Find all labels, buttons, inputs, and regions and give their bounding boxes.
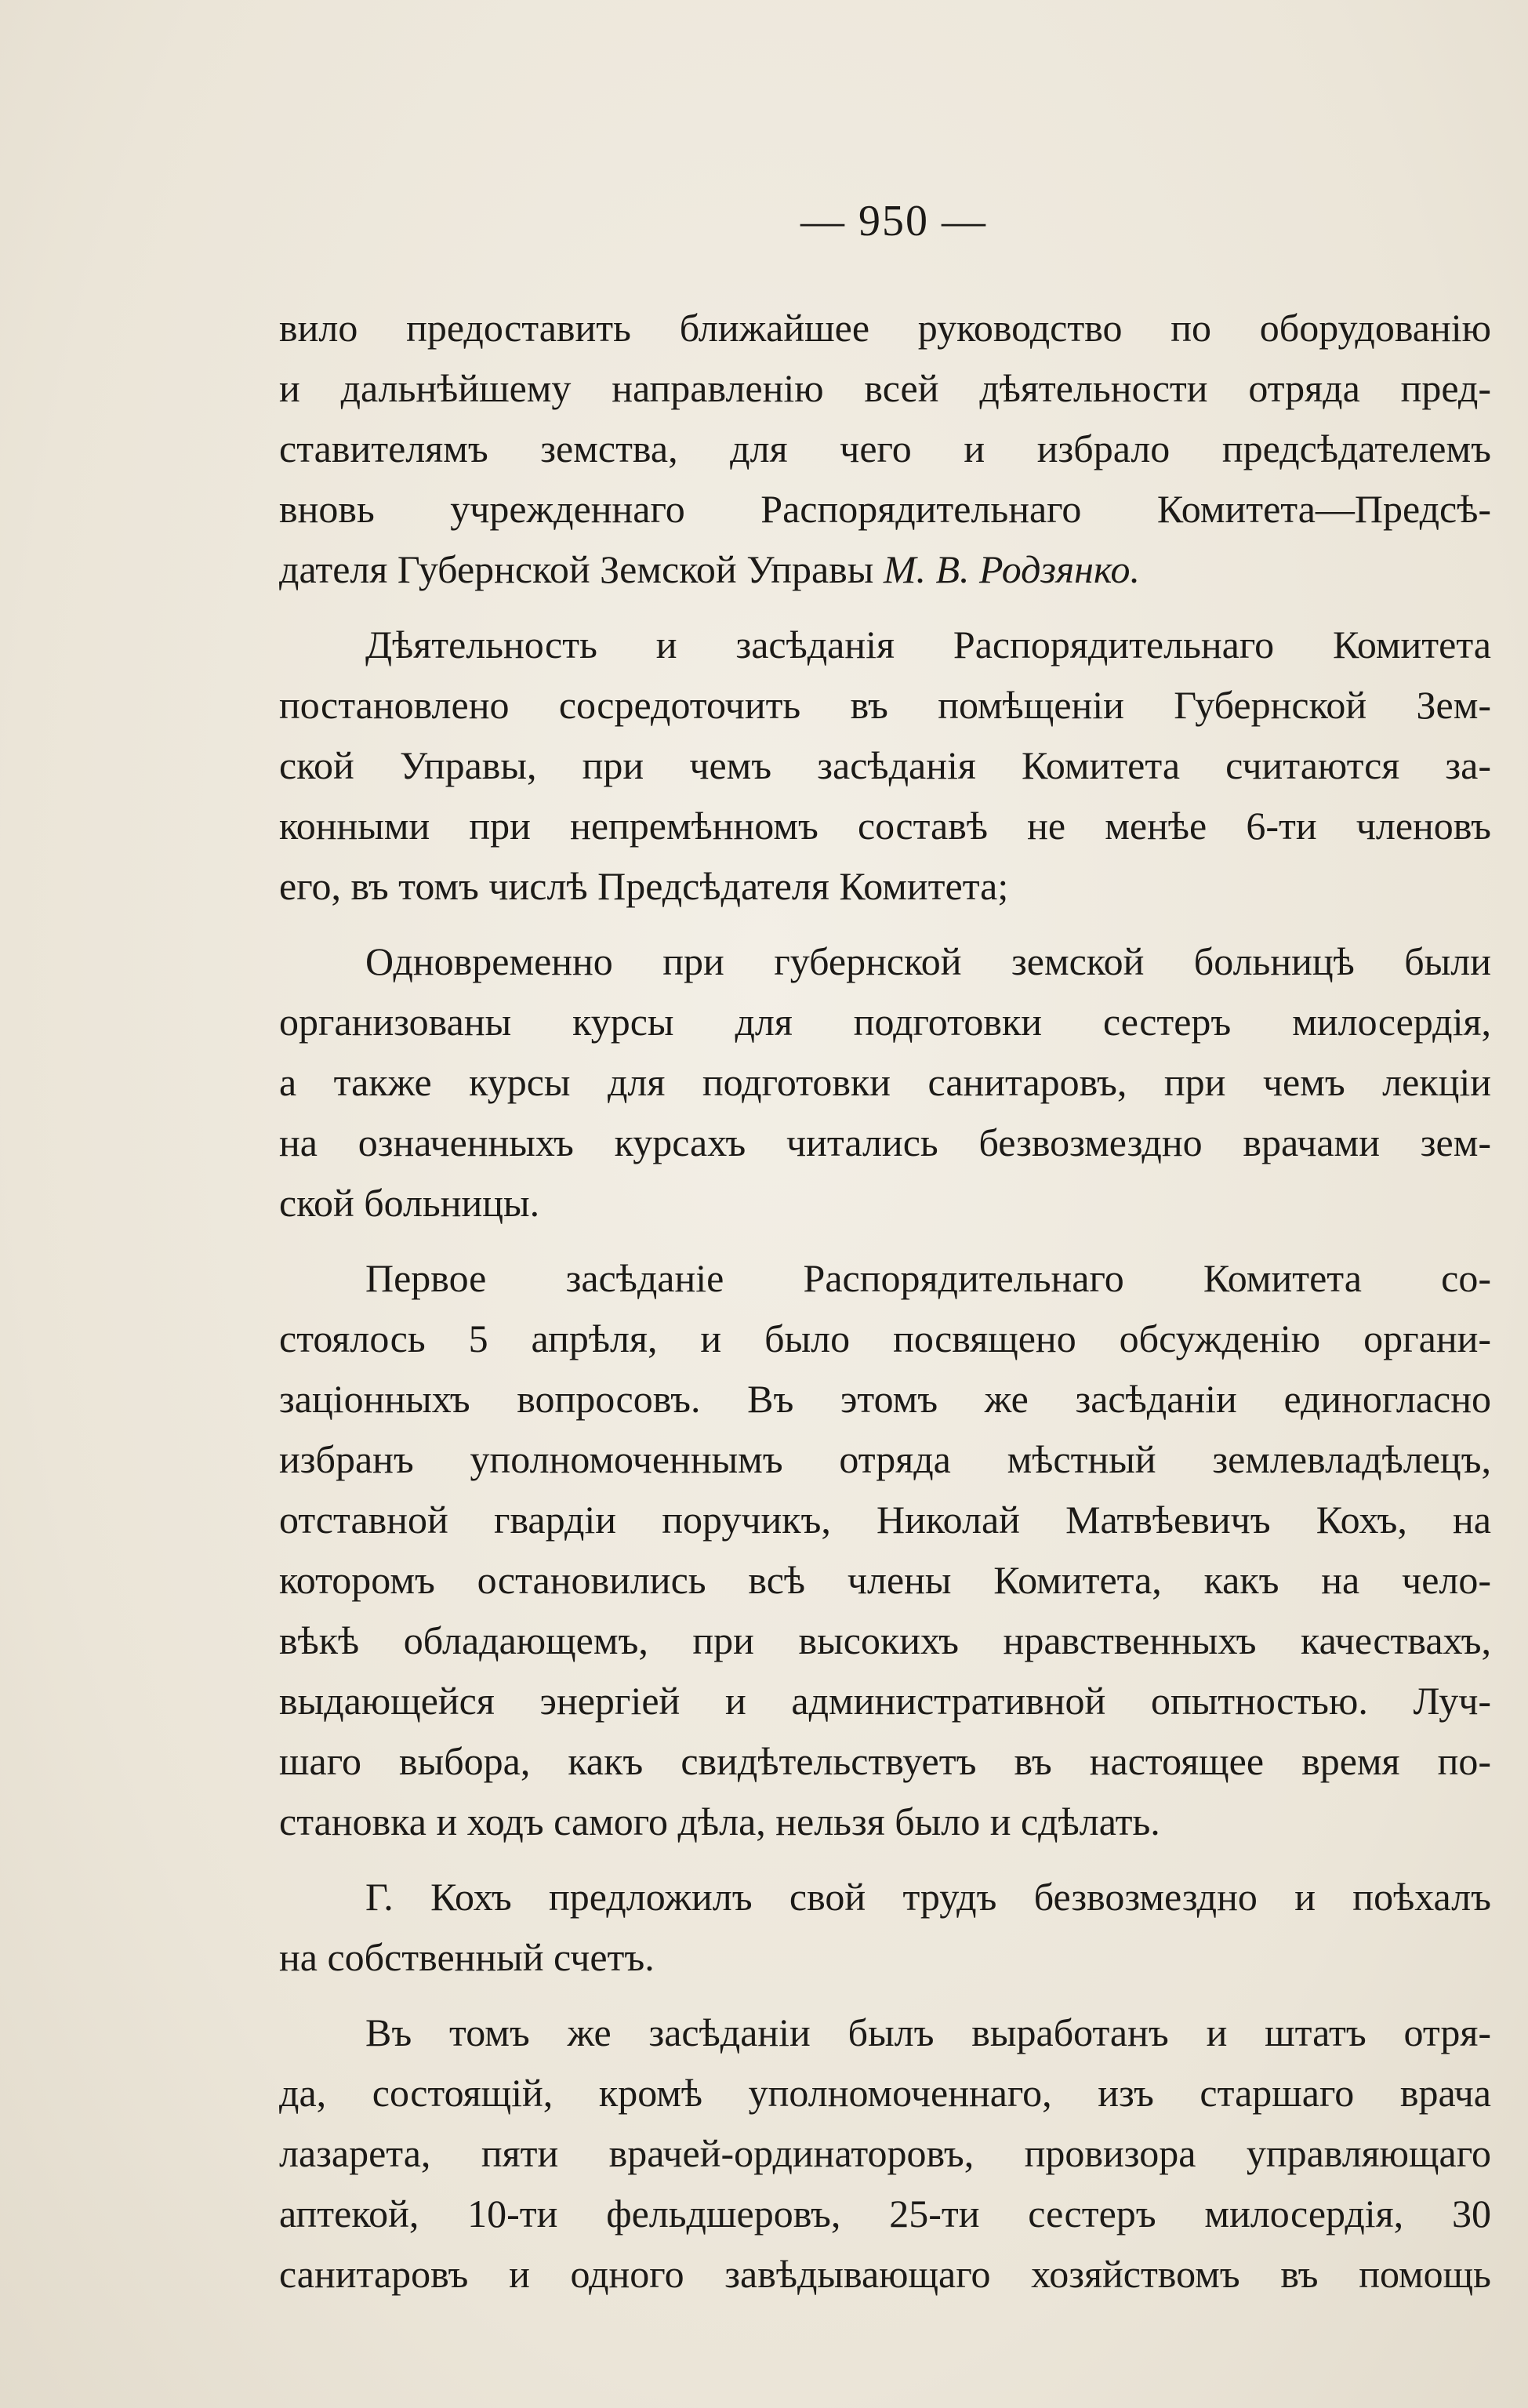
line-text: вило предоставить ближайшее руководство по оборудованію (279, 306, 1491, 350)
text-line (279, 1248, 1491, 1309)
line-text: а также курсы для подготовки санитаровъ, при чемъ лекціи (279, 1060, 1491, 1104)
text-line (279, 1792, 1491, 1852)
text-line (279, 615, 1491, 675)
paragraph (279, 1867, 1491, 1988)
paragraph-gap (279, 1233, 1491, 1248)
line-text: вновь учрежденнаго Распорядительнаго Комитета—Предсѣ- (279, 487, 1491, 531)
line-text: организованы курсы для подготовки сестеръ милосердія, (279, 1000, 1491, 1044)
text-line (279, 1611, 1491, 1671)
text-line (279, 1731, 1491, 1792)
line-text: аптекой, 10-ти фельдшеровъ, 25-ти сестеръ милосердія, 30 (279, 2192, 1491, 2235)
line-text: постановлено сосредоточить въ помѣщеніи Губернской Зем- (279, 683, 1491, 727)
text-line (279, 1671, 1491, 1731)
line-text: которомъ остановились всѣ члены Комитета, какъ на чело- (279, 1558, 1491, 1602)
line-text: его, въ томъ числѣ Предсѣдателя Комитета; (279, 864, 1009, 908)
paragraph-gap (279, 600, 1491, 615)
text-line (279, 479, 1491, 539)
text-line (279, 539, 1491, 600)
line-text: санитаровъ и одного завѣдывающаго хозяйствомъ въ помощь (279, 2252, 1491, 2296)
line-text: Дѣятельность и засѣданія Распорядительнаго Комитета (365, 623, 1491, 666)
line-text: лазарета, пяти врачей-ординаторовъ, провизора управляющаго (279, 2131, 1491, 2175)
line-text: Первое засѣданіе Распорядительнаго Комитета со- (365, 1256, 1491, 1300)
signature-name: М. В. Родзянко. (883, 547, 1140, 591)
line-text: отставной гвардіи поручикъ, Николай Матвѣевичъ Кохъ, на (279, 1498, 1491, 1542)
text-line (279, 2184, 1491, 2244)
text-line (279, 1867, 1491, 1927)
paragraph (279, 2003, 1491, 2304)
text-line (279, 735, 1491, 796)
body-text (279, 298, 1491, 2304)
text-line (279, 419, 1491, 479)
paragraph-gap (279, 1852, 1491, 1867)
line-text: Г. Кохъ предложилъ свой трудъ безвозмездно и поѣхалъ (365, 1875, 1491, 1919)
line-text: конными при непремѣнномъ составѣ не менѣе 6-ти членовъ (279, 804, 1491, 848)
line-text: становка и ходъ самого дѣла, нельзя было и сдѣлать. (279, 1800, 1160, 1843)
page-number: — 950 — (800, 197, 987, 245)
line-text: Въ томъ же засѣданіи былъ выработанъ и штатъ отря- (365, 2010, 1491, 2054)
text-line (279, 1052, 1491, 1113)
line-text: на собственный счетъ. (279, 1935, 655, 1979)
line-text: избранъ уполномоченнымъ отряда мѣстный землевладѣлецъ, (279, 1437, 1491, 1481)
text-line (279, 932, 1491, 992)
paragraph (279, 932, 1491, 1233)
text-line (279, 2063, 1491, 2123)
paragraph (279, 1248, 1491, 1852)
text-line (279, 992, 1491, 1052)
paragraph-gap (279, 917, 1491, 932)
text-line (279, 2244, 1491, 2304)
line-text: шаго выбора, какъ свидѣтельствуетъ въ настоящее время по- (279, 1739, 1491, 1783)
line-text: ставителямъ земства, для чего и избрало предсѣдателемъ (279, 427, 1491, 470)
text-line (279, 675, 1491, 735)
line-text: Одновременно при губернской земской больницѣ были (365, 939, 1491, 983)
text-line (279, 1490, 1491, 1550)
text-line (279, 1369, 1491, 1429)
line-text: и дальнѣйшему направленію всей дѣятельности отряда пред- (279, 366, 1491, 410)
text-line (279, 1550, 1491, 1611)
text-line (279, 298, 1491, 358)
text-line (279, 856, 1491, 917)
text-line (279, 358, 1491, 419)
line-text: вѣкѣ обладающемъ, при высокихъ нравственныхъ качествахъ, (279, 1618, 1491, 1662)
line-text: стоялось 5 апрѣля, и было посвящено обсужденію органи- (279, 1317, 1491, 1360)
text-line (279, 2123, 1491, 2184)
text-line (279, 2003, 1491, 2063)
text-line (279, 1309, 1491, 1369)
text-line (279, 1429, 1491, 1490)
line-text: да, состоящій, кромѣ уполномоченнаго, изъ старшаго врача (279, 2071, 1491, 2115)
paragraph-gap (279, 1988, 1491, 2003)
text-line (279, 1173, 1491, 1233)
line-text: выдающейся энергіей и административной опытностью. Луч- (279, 1679, 1491, 1723)
paragraph (279, 615, 1491, 917)
text-line (279, 1113, 1491, 1173)
line-text: заціонныхъ вопросовъ. Въ этомъ же засѣданіи единогласно (279, 1377, 1491, 1421)
line-text: дателя Губернской Земской Управы (279, 547, 874, 591)
paragraph (279, 298, 1491, 600)
line-text: ской Управы, при чемъ засѣданія Комитета считаются за- (279, 743, 1491, 787)
line-text: ской больницы. (279, 1181, 540, 1225)
text-line (279, 796, 1491, 856)
text-line (279, 1927, 1491, 1988)
line-text: на означенныхъ курсахъ читались безвозмездно врачами зем- (279, 1120, 1491, 1164)
